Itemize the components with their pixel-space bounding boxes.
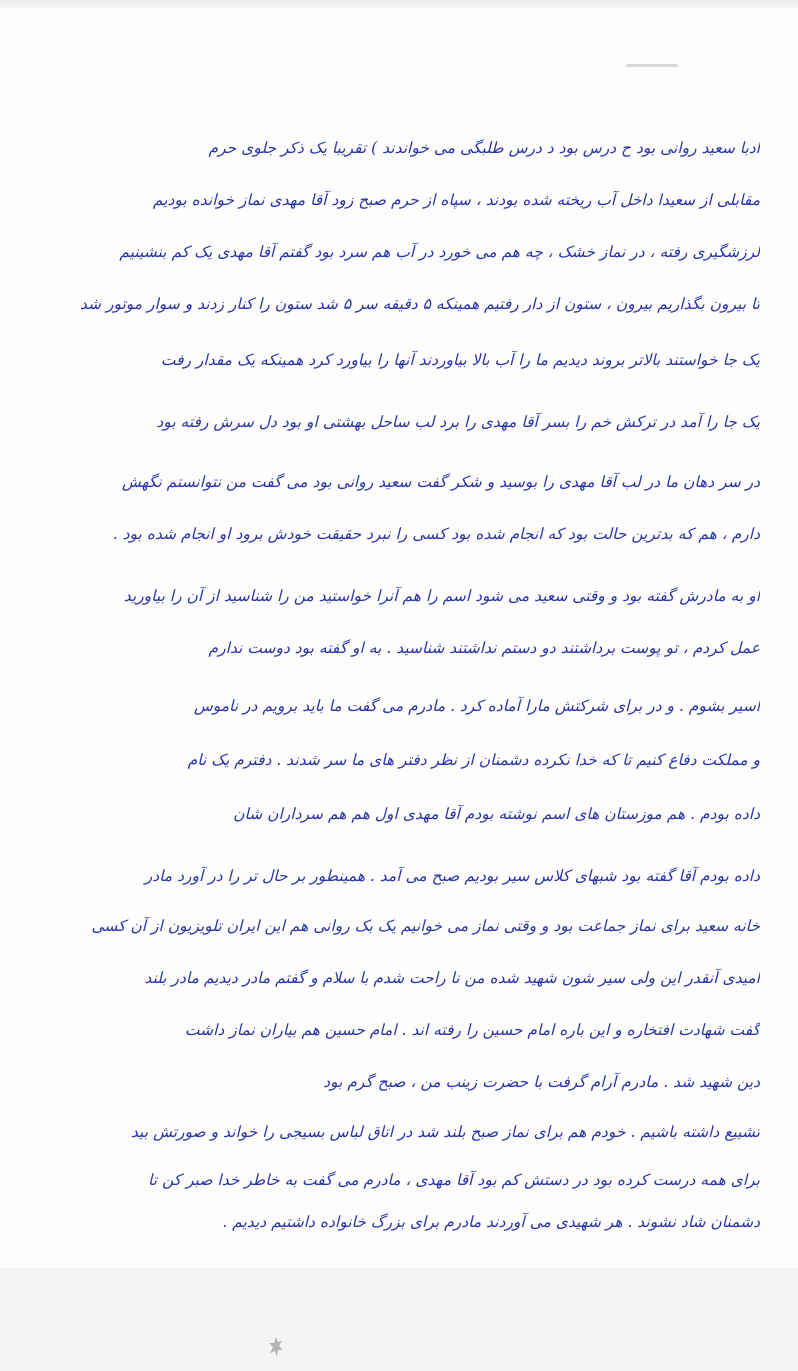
scan-smudge-top — [626, 64, 678, 67]
handwritten-line: در سر دهان ما در لب آقا مهدی را بوسید و شکر گفت سعید روانی بود می گفت من نتوانستم نگهش — [121, 473, 760, 491]
handwritten-line: ادبا سعید روانی بود ح درس بود د درس طلبگی می خواندند ) تقریبا یک ذکر جلوی حرم — [208, 139, 760, 157]
handwritten-line: برای همه درست کرده بود در دستش کم بود آقا مهدی ، مادرم می گفت به خاطر خدا صبر کن تا — [148, 1171, 760, 1189]
handwritten-line: دین شهید شد . مادرم آرام گرفت با حضرت زینب من ، صبح گرم بود — [323, 1073, 760, 1091]
handwritten-line: و مملکت دفاع کنیم تا که خدا نکرده دشمنان از نظر دفتر های ما سر شدند . دفترم یک نام — [187, 751, 760, 769]
handwritten-line: داده بودم آقا گفته بود شبهای کلاس سیر بودیم صبح می آمد . همینطور بر حال تر را در آورد مادر — [144, 867, 760, 885]
handwritten-line: لرزشگیری رفته ، در نماز خشک ، چه هم می خورد در آب هم سرد بود گفتم آقا مهدی یک کم بنشینیم — [119, 243, 760, 261]
handwritten-line: اسیر بشوم . و در برای شرکتش مارا آماده کرد . مادرم می گفت ما باید برویم در ناموس — [193, 697, 760, 715]
scan-top-edge — [0, 0, 798, 10]
handwritten-line: یک جا خواستند بالاتر بروند دیدیم ما را آب بالا بیاوردند آنها را بیاورد کرد همینکه یک مقدار رفت — [160, 351, 760, 369]
handwritten-line: تشییع داشته باشیم . خودم هم برای نماز صبح بلند شد در اتاق لباس بسیجی را خواند و صورتش بید — [130, 1123, 760, 1141]
handwritten-line: امیدی آنقدر این ولی سیر شون شهید شده من نا راحت شدم با سلام و گفتم مادر دیدیم مادر بلند — [144, 969, 760, 987]
handwritten-line: دشمنان شاد نشوند . هر شهیدی می آوردند مادرم برای بزرگ خانواده داشتیم دیدیم . — [222, 1213, 760, 1231]
scan-smudge-bottom — [268, 1336, 284, 1358]
handwritten-line: گفت شهادت افتخاره و این باره امام حسین را رفته اند . امام حسین هم بیاران نماز داشت — [184, 1021, 760, 1039]
handwritten-line: یک جا را آمد در ترکش خم را بسر آقا مهدی را برد لب ساحل بهشتی او بود دل سرش رفته بود — [156, 413, 760, 431]
handwritten-line: تا بیرون بگذاریم بیرون ، ستون از دار رفتیم همینکه ۵ دقیقه سر ۵ شد ستون را کنار زدند و سوار موتور شد — [79, 295, 760, 313]
handwritten-line: او به مادرش گفته بود و وقتی سعید می شود اسم را هم آنرا خواستید من را شناسید از آن را بیاورید — [123, 587, 760, 605]
handwritten-line: خانه سعید برای نماز جماعت بود و وقتی نماز می خوانیم یک بک روانی هم این ایران تلویزیون از آن کسی — [91, 917, 760, 935]
handwritten-line: مقابلی از سعیدا داخل آب ریخته شده بودند ، سپاه از حرم صبح زود آقا مهدی نماز خوانده بودیم — [152, 191, 760, 209]
handwritten-line: داده بودم . هم موزستان های اسم نوشته بودم آقا مهدی اول هم هم سرداران شان — [233, 805, 760, 823]
handwritten-line: دارم ، هم که بدترین حالت بود که انجام شده بود کسی را نبرد حقیقت خودش برود او انجام شده بود . — [112, 525, 760, 543]
scan-bottom-margin — [0, 1268, 798, 1371]
handwritten-line: عمل کردم ، تو پوست برداشتند دو دستم نداشتند شناسید . به او گفته بود دوست ندارم — [208, 639, 760, 657]
